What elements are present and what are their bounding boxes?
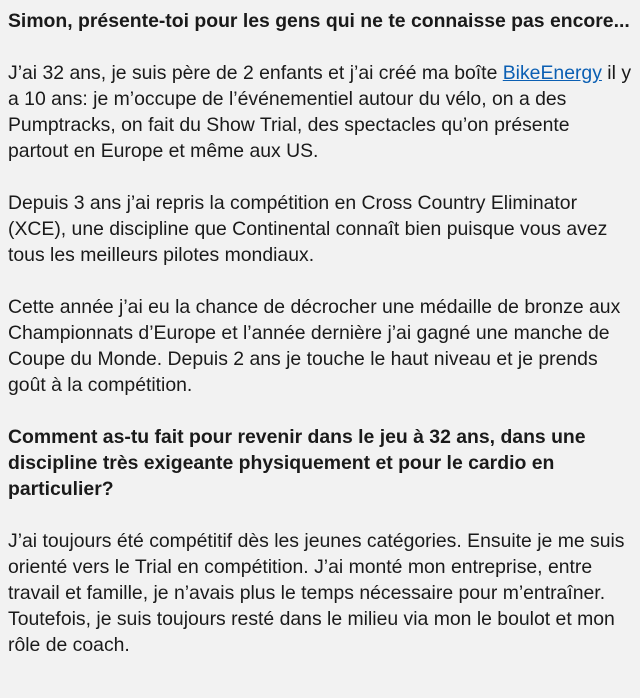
answer-paragraph: Depuis 3 ans j’ai repris la compétition en Cross Country Eliminator (XCE), une discipline que Continental connaît bien puisque vous avez tous les meilleurs pilotes mondiaux. [8,192,608,266]
answer-paragraph: Cette année j’ai eu la chance de décrocher une médaille de bronze aux Championnats d’Europe et l’année dernière j’ai gagné une manche de Coupe du Monde. Depuis 2 ans je touche le haut niveau et je prends goût à la compétition. [8,296,621,396]
bikeenergy-link[interactable]: BikeEnergy [502,62,602,84]
answer-paragraph: J’ai toujours été compétitif dès les jeunes catégories. Ensuite je me suis orienté vers le Trial en compétition. J’ai monté mon entreprise, entre travail et famille, je n’avais plus le temps nécessaire pour m’entraîner. Toutefois, je suis toujours resté dans le milieu via mon le boulot et mon rôle de coach. [8,530,625,656]
answer-text: J’ai 32 ans, je suis père de 2 enfants et j’ai créé ma boîte [8,62,503,84]
question-heading: Comment as-tu fait pour revenir dans le jeu à 32 ans, dans une discipline très exigeante physiquement et pour le cardio en particulier? [8,426,586,500]
answer-text: il y a 10 ans: je m’occupe de l’événementiel autour du vélo, on a des Pumptracks, on fait du Show Trial, des spectacles qu’on présente partout en Europe et même aux US. [8,62,632,162]
question-heading: Simon, présente-toi pour les gens qui ne te connaisse pas encore... [8,10,630,32]
answer-paragraph [8,60,632,164]
